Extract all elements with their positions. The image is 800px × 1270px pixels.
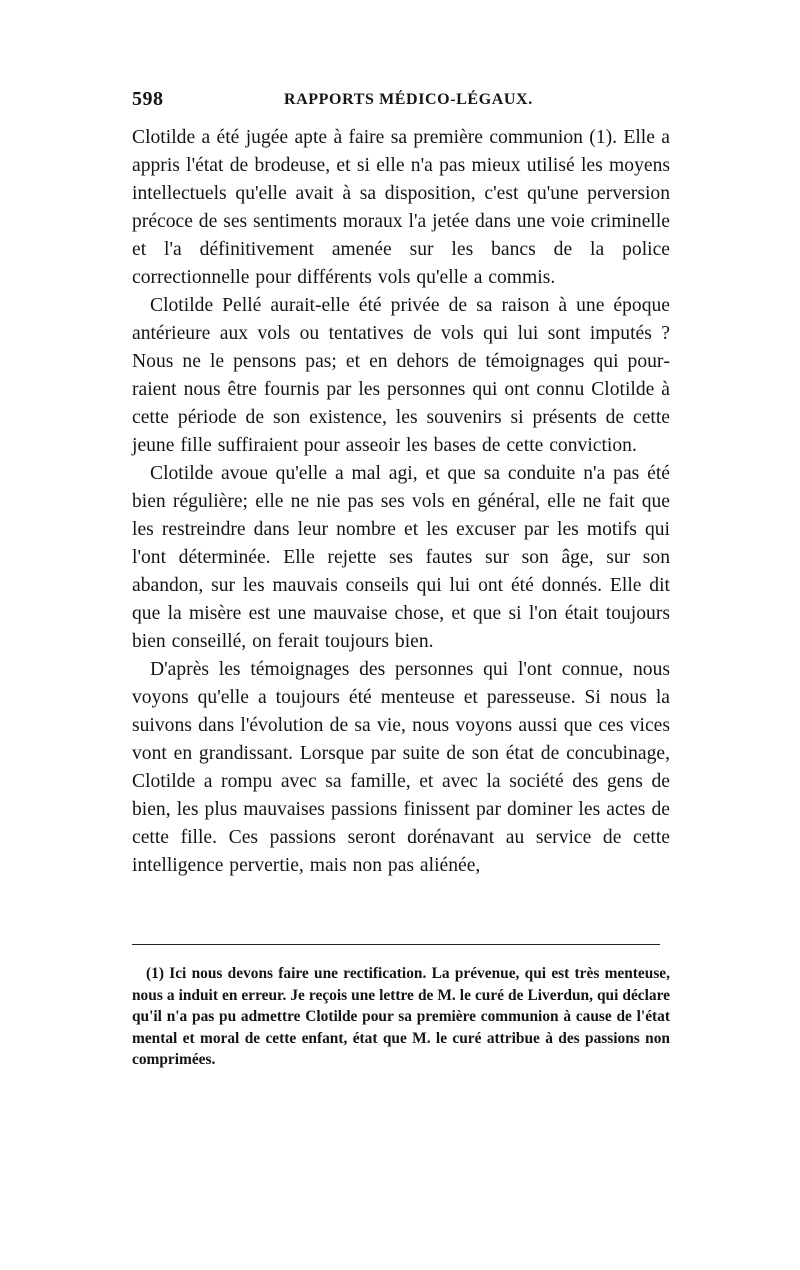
paragraph: D'après les témoignages des personnes qui l'ont connue, nous voyons qu'elle a toujours été menteuse et paresseuse. Si nous la suivons dans l'évolution de sa vie, nous voyons aussi que ces vices vont en grandissant. Lorsque par suite de son état de concubinage, Clotilde a rompu avec sa famille, et avec la société des gens de bien, les plus mauvaises passions finissent par dominer les actes de cette fille. Ces passions seront dorénavant au service de cette intelligence pervertie, mais non pas aliénée,: [132, 659, 670, 876]
footnote-divider: [132, 944, 660, 945]
footnote: (1) Ici nous devons faire une rectification. La prévenue, qui est très menteuse, nous a induit en erreur. Je reçois une lettre de M. le curé de Liverdun, qui déclare qu'il n'a pas pu admettre Clotilde pour sa première communion à cause de l'état mental et moral de cette enfant, état que M. le curé attribue à des passions non comprimées.: [132, 965, 670, 1069]
paragraph: Clotilde Pellé aurait-elle été privée de sa raison à une époque antérieure aux vols ou tentatives de vols qui lui sont imputés ? Nous ne le pensons pas; et en dehors de témoignages qui pourraient nous être fournis par les personnes qui ont connu Clotilde à cette période de son existence, les souvenirs si présents de cette jeune fille suffiraient pour asseoir les bases de cette conviction.: [132, 295, 670, 456]
book-page: [132, 88, 670, 880]
body-text: [132, 124, 670, 880]
paragraph: Clotilde a été jugée apte à faire sa première communion (1). Elle a appris l'état de brodeuse, et si elle n'a pas mieux utilisé les moyens intellectuels qu'elle avait à sa disposition, c'est qu'une perversion précoce de ses sentiments moraux l'a jetée dans une voie criminelle et l'a définitivement amenée sur les bancs de la police correctionnelle pour différents vols qu'elle a commis.: [132, 127, 671, 288]
paragraph: Clotilde avoue qu'elle a mal agi, et que sa conduite n'a pas été bien régulière; elle ne nie pas ses vols en général, elle ne fait que les restreindre dans leur nombre et les excuser par les motifs qui l'ont déterminée. Elle rejette ses fautes sur son âge, sur son abandon, sur les mauvais conseils qui lui ont été donnés. Elle dit que la misère est une mauvaise chose, et que si l'on était toujours bien conseillé, on ferait toujours bien.: [132, 463, 670, 652]
running-head: RAPPORTS MÉDICO-LÉGAUX.: [284, 91, 533, 108]
page-header: [132, 88, 670, 124]
page-number: 598: [132, 88, 164, 110]
